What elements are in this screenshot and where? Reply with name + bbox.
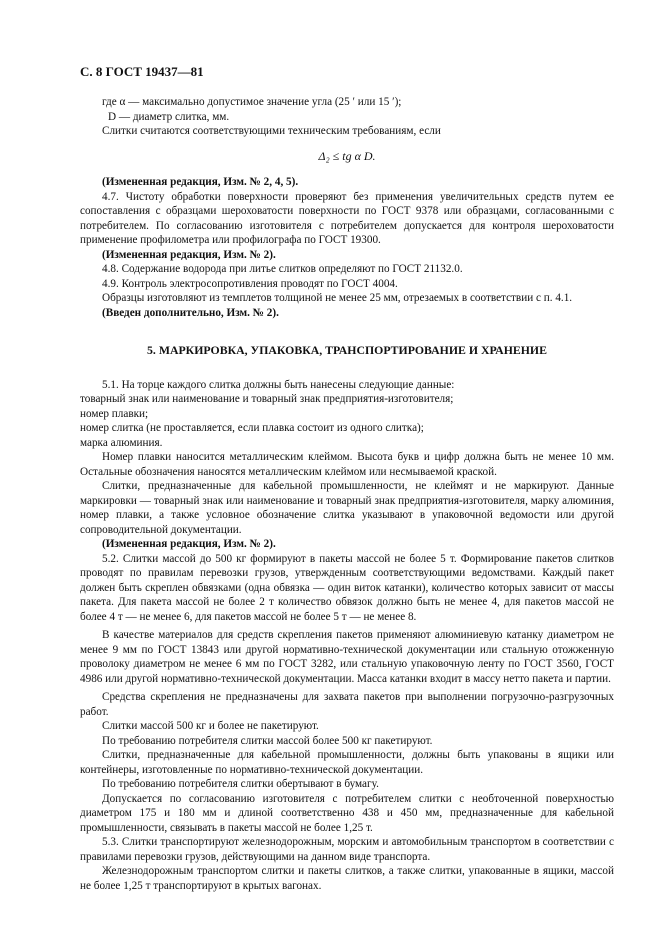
page-body	[80, 95, 614, 893]
list-item: номер плавки;	[80, 407, 149, 420]
amendment-note: (Измененная редакция, Изм. № 2).	[102, 248, 276, 261]
clause-5-1: 5.1. На торце каждого слитка должны быть нанесены следующие данные:	[102, 378, 455, 391]
cable-marking-paragraph: Слитки, предназначенные для кабельной промышленности, не клеймят и не маркируют. Данные маркировки — товарный знак или наименование и товарный знак предприятия-изготовителя, марку алюминия, номер плавки, а также условное обозначение слитка указывают в упаковочной ведомости или другой сопроводительной документации.	[80, 480, 614, 536]
formula: Δ₂ ≤ tg α D.	[318, 148, 376, 163]
amendment-note: (Измененная редакция, Изм. № 2, 4, 5).	[102, 176, 299, 188]
list-item: марка алюминия.	[80, 436, 163, 449]
melt-number-paragraph: Номер плавки наносится металлическим клеймом. Высота букв и цифр должна быть не менее 10 мм. Остальные обозначения наносятся металлическим клеймом или несмываемой краской.	[80, 451, 614, 478]
list-item: товарный знак или наименование и товарный знак предприятия-изготовителя;	[80, 393, 454, 405]
binding-materials-paragraph: В качестве материалов для средств скрепления пакетов применяют алюминиевую катанку диаметром не менее 9 мм по ГОСТ 13843 или другой нормативно-технической документации или стальную отожженную проволоку диаметром не менее 6 мм по ГОСТ 3282, или стальную упаковочную ленту по ГОСТ 3560, ГОСТ 4986 или другой нормативно-технической документации. Масса катанки входит в массу нетто пакета и партии.	[80, 629, 614, 685]
clause-4-9: 4.9. Контроль электросопротивления проводят по ГОСТ 4004.	[102, 277, 398, 290]
alpha-definition: где α — максимально допустимое значение угла (25 ′ или 15 ′);	[102, 96, 402, 108]
on-request-paragraph: По требованию потребителя слитки массой более 500 кг пакетируют.	[102, 734, 433, 747]
unturned-ingots-paragraph: Допускается по согласованию изготовителя с потребителем слитки с необточенной поверхностью диаметром 175 и 180 мм и длиной соответственно 438 и 450 мм, предназначенные для кабельной промышленности, связывать в пакеты массой не более 1,25 т.	[80, 792, 614, 834]
samples-paragraph: Образцы изготовляют из темплетов толщиной не менее 25 мм, отрезаемых в соответствии с п. 4.1.	[102, 292, 573, 304]
clause-4-7: 4.7. Чистоту обработки поверхности проверяют без применения увеличительных средств путем ее сопоставления с образцами шероховатости поверхности по ГОСТ 9378 или образцами, согласованными с потребителем. По согласованию изготовителя с потребителем допускается для контроля шероховатости применение профилометра или профилографа по ГОСТ 19300.	[80, 190, 614, 246]
list-item: номер слитка (не проставляется, если плавка состоит из одного слитка);	[80, 422, 424, 434]
clause-5-3: 5.3. Слитки транспортируют железнодорожным, морским и автомобильным транспортом в соответствии с правилами перевозки грузов, действующими на данном виде транспорта.	[80, 836, 614, 863]
section-title: 5. МАРКИРОВКА, УПАКОВКА, ТРАНСПОРТИРОВАНИЕ И ХРАНЕНИЕ	[147, 343, 547, 357]
no-lift-paragraph: Средства скрепления не предназначены для захвата пакетов при выполнении погрузочно-разгрузочных работ.	[80, 691, 614, 718]
amendment-note: (Введен дополнительно, Изм. № 2).	[102, 306, 279, 319]
heavy-ingots-paragraph: Слитки массой 500 кг и более не пакетируют.	[102, 720, 319, 732]
cable-packing-paragraph: Слитки, предназначенные для кабельной промышленности, должны быть упакованы в ящики или контейнеры, изготовленные по нормативно-технической документации.	[80, 749, 614, 776]
clause-4-8: 4.8. Содержание водорода при литье слитков определяют по ГОСТ 21132.0.	[102, 263, 463, 275]
compliance-condition: Слитки считаются соответствующими техническим требованиям, если	[102, 125, 441, 137]
paper-wrap-paragraph: По требованию потребителя слитки обертывают в бумагу.	[102, 778, 379, 790]
diameter-definition: D — диаметр слитка, мм.	[108, 110, 230, 123]
page-header: С. 8 ГОСТ 19437—81	[80, 64, 204, 79]
rail-transport-paragraph: Железнодорожным транспортом слитки и пакеты слитков, а также слитки, упакованные в ящики, массой не более 1,25 т транспортируют в крытых вагонах.	[80, 865, 614, 892]
amendment-note: (Измененная редакция, Изм. № 2).	[102, 538, 276, 550]
clause-5-2: 5.2. Слитки массой до 500 кг формируют в пакеты массой не более 5 т. Формирование пакетов слитков проводят по правилам перевозки грузов, утвержденным соответствующими ведомствами. Каждый пакет должен быть скреплен обвязками (одна обвязка — один виток катанки), количество которых зависит от массы пакета. Для пакета массой не более 2 т количество обвязок должно быть не менее 4, для пакетов массой не более 4 т — не менее 6, для пакетов массой не более 5 т — не менее 8.	[80, 552, 614, 623]
